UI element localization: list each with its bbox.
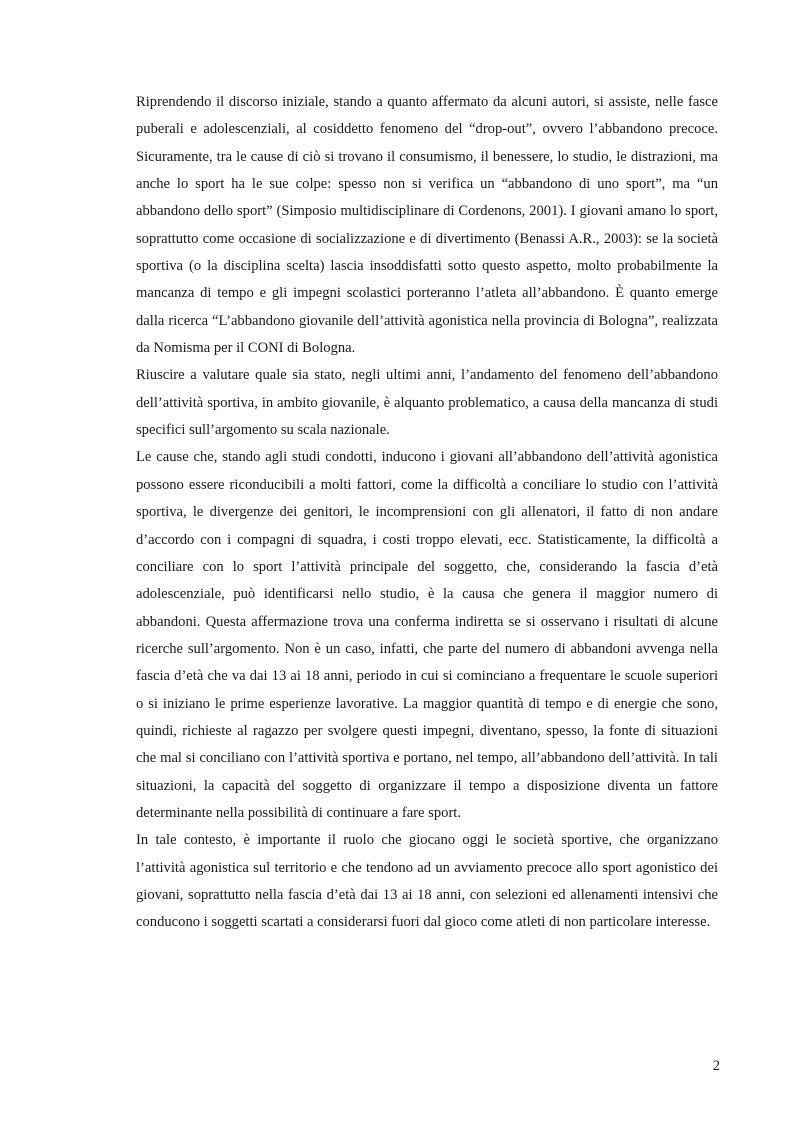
body-text	[136, 89, 718, 937]
paragraph-andamento: Riuscire a valutare quale sia stato, negli ultimi anni, l’andamento del fenomeno dell’abbandono dell’attività sportiva, in ambito giovanile, è alquanto problematico, a causa della mancanza di studi specifici sull’argomento su scala nazionale.	[136, 367, 718, 439]
paragraph-societa-sportive: In tale contesto, è importante il ruolo che giocano oggi le società sportive, che organizzano l’attività agonistica sul territorio e che tendono ad un avviamento precoce allo sport agonistico dei giovani, soprattutto nella fascia d’età dai 13 ai 18 anni, con selezioni ed allenamenti intensivi che conducono i soggetti scartati a considerarsi fuori dal gioco come atleti di non particolare interesse.	[136, 832, 718, 931]
paragraph-cause: Le cause che, stando agli studi condotti, inducono i giovani all’abbandono dell’attività agonistica possono essere riconducibili a molti fattori, come la difficoltà a conciliare lo studio con l’attività sportiva, le divergenze dei genitori, le incomprensioni con gli allenatori, il fatto di non andare d’accordo con i compagni di squadra, i costi troppo elevati, ecc. Statisticamente, la difficoltà a conciliare con lo sport l’attività principale del soggetto, che, considerando la fascia d’età adolescenziale, può identificarsi nello studio, è la causa che genera il maggior numero di abbandoni. Questa affermazione trova una conferma indiretta se si osservano i risultati di alcune ricerche sull’argomento. Non è un caso, infatti, che parte del numero di abbandoni avvenga nella fascia d’età che va dai 13 ai 18 anni, periodo in cui si cominciano a frequentare le scuole superiori o si iniziano le prime esperienze lavorative. La maggior quantità di tempo e di energie che sono, quindi, richieste al ragazzo per svolgere questi impegni, diventano, spesso, la fonte di situazioni che mal si conciliano con l’attività sportiva e portano, nel tempo, all’abbandono dell’attività. In tali situazioni, la capacità del soggetto di organizzare il tempo a disposizione diventa un fattore determinante nella possibilità di continuare a fare sport.	[136, 449, 718, 821]
page-number: 2	[712, 1058, 720, 1074]
paragraph-drop-out: Riprendendo il discorso iniziale, stando a quanto affermato da alcuni autori, si assiste, nelle fasce puberali e adolescenziali, al cosiddetto fenomeno del “drop-out”, ovvero l’abbandono precoce. Sicuramente, tra le cause di ciò si trovano il consumismo, il benessere, lo studio, le distrazioni, ma anche lo sport ha le sue colpe: spesso non si verifica un “abbandono di uno sport”, ma “un abbandono dello sport” (Simposio multidisciplinare di Cordenons, 2001). I giovani amano lo sport, soprattutto come occasione di socializzazione e di divertimento (Benassi A.R., 2003): se la società sportiva (o la disciplina scelta) lascia insoddisfatti sotto questo aspetto, molto probabilmente la mancanza di tempo e gli impegni scolastici porteranno l’atleta all’abbandono. È quanto emerge dalla ricerca “L’abbandono giovanile dell’attività agonistica nella provincia di Bologna”, realizzata da Nomisma per il CONI di Bologna.	[136, 94, 718, 357]
